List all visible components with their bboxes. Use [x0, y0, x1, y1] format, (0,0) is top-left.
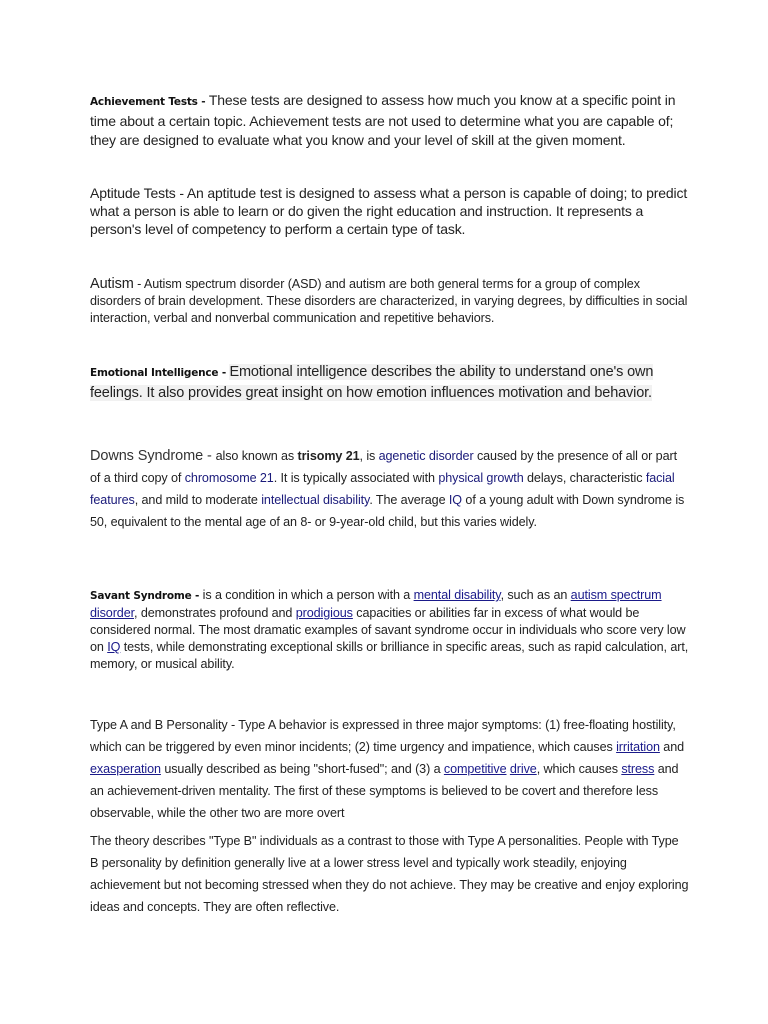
text-fragment: , and mild to moderate — [134, 493, 262, 507]
link-exasperation[interactable]: exasperation — [90, 762, 161, 776]
term-aptitude-tests: Aptitude Tests — [90, 185, 176, 201]
link-competitive[interactable]: competitive — [443, 762, 507, 776]
term-downs-syndrome: Downs Syndrome - — [90, 448, 216, 464]
term-separator: - — [197, 96, 209, 108]
text-fragment: , is — [359, 449, 379, 463]
term-separator: - — [133, 277, 144, 291]
link-facial-features[interactable]: facial features — [90, 471, 675, 507]
entry-savant-syndrome — [90, 587, 690, 673]
bold-trisomy-21: trisomy 21 — [297, 449, 360, 463]
entry-emotional-intelligence — [90, 362, 690, 403]
link-autism-spectrum-disorder[interactable]: autism spectrum disorder — [90, 588, 662, 620]
link-prodigious[interactable]: prodigious — [295, 606, 353, 620]
text-fragment: . The average — [369, 493, 449, 507]
text-fragment: is a condition in which a person with a — [202, 588, 414, 602]
entry-type-a-b-personality — [90, 714, 690, 824]
link-physical-growth[interactable]: physical growth — [438, 471, 524, 485]
term-separator: - — [191, 590, 203, 602]
link-drive[interactable]: drive — [509, 762, 537, 776]
entry-type-b-theory — [90, 830, 690, 918]
text-fragment: and an achievement-driven mentality. The first of these symptoms is believed to be covert and therefore less observable, while the other two are more overt — [90, 762, 679, 820]
link-intellectual-disability[interactable]: intellectual disability — [261, 493, 370, 507]
text-fragment: , such as an — [500, 588, 571, 602]
text-fragment: usually described as being "short-fused"; and (3) a — [160, 762, 444, 776]
link-iq[interactable]: IQ — [448, 493, 463, 507]
link-stress[interactable]: stress — [621, 762, 655, 776]
text-fragment: capacities or abilities far in excess of what would be considered normal. The most dramatic examples of savant syndrome occur in individuals who score very low on — [90, 606, 686, 654]
link-irritation[interactable]: irritation — [616, 740, 660, 754]
term-savant-syndrome: Savant Syndrome — [90, 590, 192, 602]
definition-emotional-intelligence: Emotional intelligence describes the ability to understand one's own feelings. It also provides great insight on how emotion influences motivation and behavior. — [90, 364, 654, 401]
link-chromosome-21[interactable]: chromosome 21 — [184, 471, 274, 485]
link-iq[interactable]: IQ — [107, 640, 121, 654]
paragraph-type-b-theory: The theory describes "Type B" individuals as a contrast to those with Type A personalities. People with Type B personality by definition generally live at a lower stress level and typically work steadily, enjoying achievement but not becoming stressed when they do not achieve. They may be creative and enjoy exploring ideas and concepts. They are often reflective. — [90, 834, 689, 914]
text-fragment: and — [659, 740, 685, 754]
entry-autism — [90, 276, 690, 327]
link-mental-disability[interactable]: mental disability — [413, 588, 501, 602]
entry-downs-syndrome — [90, 445, 690, 533]
text-fragment: delays, characteristic — [523, 471, 646, 485]
term-achievement-tests: Achievement Tests — [90, 96, 198, 108]
text-fragment: , which causes — [536, 762, 622, 776]
text-fragment: also known as — [215, 449, 298, 463]
term-autism: Autism — [90, 276, 134, 292]
term-separator: - — [218, 367, 230, 379]
term-separator: - — [175, 185, 187, 201]
term-emotional-intelligence: Emotional Intelligence — [90, 367, 219, 379]
definition-autism: Autism spectrum disorder (ASD) and autism are both general terms for a group of complex disorders of brain development. These disorders are characterized, in varying degrees, by difficulties in social interaction, verbal and nonverbal communication and repetitive behaviors. — [90, 277, 688, 325]
link-genetic-disorder[interactable]: agenetic disorder — [378, 449, 474, 463]
entry-achievement-tests — [90, 91, 690, 150]
text-fragment: tests, while demonstrating exceptional skills or brilliance in specific areas, such as rapid calculation, art, memory, or musical ability. — [90, 640, 689, 671]
text-fragment: caused by the presence of all or part of a third copy of — [90, 449, 677, 485]
definition-achievement-tests: These tests are designed to assess how much you know at a specific point in time about a certain topic. Achievement tests are not used to determine what you are capable of; they are designed to evaluate what you know and your level of skill at the given moment. — [90, 92, 676, 148]
entry-aptitude-tests — [90, 184, 690, 238]
text-fragment: . It is typically associated with — [273, 471, 439, 485]
text-fragment: Type A and B Personality - Type A behavior is expressed in three major symptoms: (1) free-floating hostility, which can be triggered by even minor incidents; (2) time urgency and impatience, which causes — [90, 718, 676, 754]
text-fragment: , demonstrates profound and — [134, 606, 296, 620]
text-fragment: of a young adult with Down syndrome is 50, equivalent to the mental age of an 8- or 9-year-old child, but this varies widely. — [90, 493, 685, 529]
definition-aptitude-tests: An aptitude test is designed to assess what a person is capable of doing; to predict what a person is able to learn or do given the right education and instruction. It represents a person's level of competency to perform a certain type of task. — [90, 185, 688, 237]
